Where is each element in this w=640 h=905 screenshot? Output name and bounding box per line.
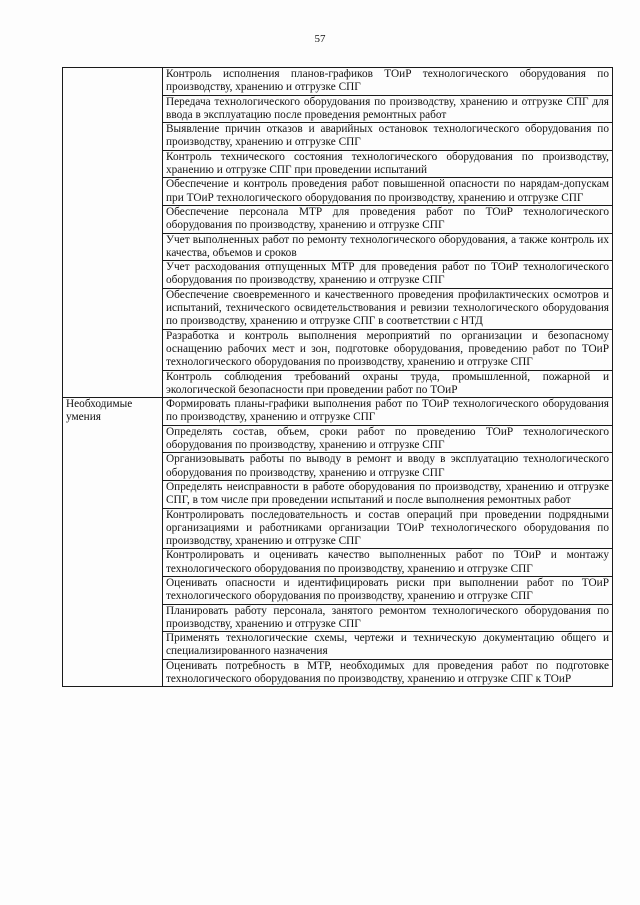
table-cell-text: Обеспечение и контроль проведения работ повышенной опасности по нарядам-допускам при ТОиР технологического оборудования по производству, хранению и отгрузке СПГ (163, 178, 613, 206)
table-cell-text: Обеспечение персонала МТР для проведения работ по ТОиР технологического оборудования по производству, хранению и отгрузке СПГ (163, 205, 613, 233)
table-cell-text: Применять технологические схемы, чертежи и техническую документацию общего и специализированного назначения (163, 632, 613, 660)
competency-table (62, 67, 613, 687)
table-cell-text: Обеспечение своевременного и качественного проведения профилактических осмотров и испытаний, технического освидетельствования и ревизии технологического оборудования по производству, хранению и отгрузке СПГ в соответствии с НТД (163, 288, 613, 329)
table-cell-text: Контроль соблюдения требований охраны труда, промышленной, пожарной и экологической безопасности при проведении работ по ТОиР (163, 370, 613, 398)
table-cell-text: Контролировать и оценивать качество выполненных работ по ТОиР и монтажу технологического оборудования по производству, хранению и отгрузке СПГ (163, 549, 613, 577)
table-cell-text: Контроль технического состояния технологического оборудования по производству, хранению и отгрузке СПГ при проведении испытаний (163, 150, 613, 178)
competency-table-body (63, 68, 613, 687)
table-cell-text: Оценивать потребность в МТР, необходимых для проведения работ по подготовке технологического оборудования по производству, хранению и отгрузке СПГ к ТОиР (163, 659, 613, 687)
table-row (63, 68, 613, 96)
table-cell-text: Выявление причин отказов и аварийных остановок технологического оборудования по производству, хранению и отгрузке СПГ (163, 123, 613, 151)
table-row (63, 398, 613, 426)
table-cell-text: Оценивать опасности и идентифицировать риски при выполнении работ по ТОиР технологического оборудования по производству, хранению и отгрузке СПГ (163, 576, 613, 604)
table-cell-text: Контроль исполнения планов-графиков ТОиР технологического оборудования по производству, хранению и отгрузке СПГ (163, 68, 613, 96)
table-cell-text: Определять неисправности в работе оборудования по производству, хранению и отгрузке СПГ, в том числе при проведении испытаний и после выполнения ремонтных работ (163, 480, 613, 508)
table-cell-text: Формировать планы-графики выполнения работ по ТОиР технологического оборудования по производству, хранению и отгрузке СПГ (163, 398, 613, 426)
section-label: Необходимые умения (63, 398, 163, 687)
table-cell-text: Планировать работу персонала, занятого ремонтом технологического оборудования по производству, хранению и отгрузке СПГ (163, 604, 613, 632)
table-cell-text: Организовывать работы по выводу в ремонт и вводу в эксплуатацию технологического оборудования по производству, хранению и отгрузке СПГ (163, 453, 613, 481)
page-number: 57 (314, 33, 326, 45)
table-cell-text: Определять состав, объем, сроки работ по проведению ТОиР технологического оборудования по производству, хранению и отгрузке СПГ (163, 425, 613, 453)
table-cell-text: Передача технологического оборудования по производству, хранению и отгрузке СПГ для ввода в эксплуатацию после проведения ремонтных работ (163, 95, 613, 123)
section-label (63, 68, 163, 398)
table-cell-text: Учет выполненных работ по ремонту технологического оборудования, а также контроль их качества, объемов и сроков (163, 233, 613, 261)
table-cell-text: Контролировать последовательность и состав операций при проведении подрядными организациями и работниками организации ТОиР технологического оборудования по производству, хранению и отгрузке СПГ (163, 508, 613, 549)
table-cell-text: Разработка и контроль выполнения мероприятий по организации и безопасному оснащению рабочих мест и зон, подготовке оборудования, проведению работ по ТОиР технологического оборудования по производству, хранению и отгрузке СПГ (163, 329, 613, 370)
table-cell-text: Учет расходования отпущенных МТР для проведения работ по ТОиР технологического оборудования по производству, хранению и отгрузке СПГ (163, 261, 613, 289)
